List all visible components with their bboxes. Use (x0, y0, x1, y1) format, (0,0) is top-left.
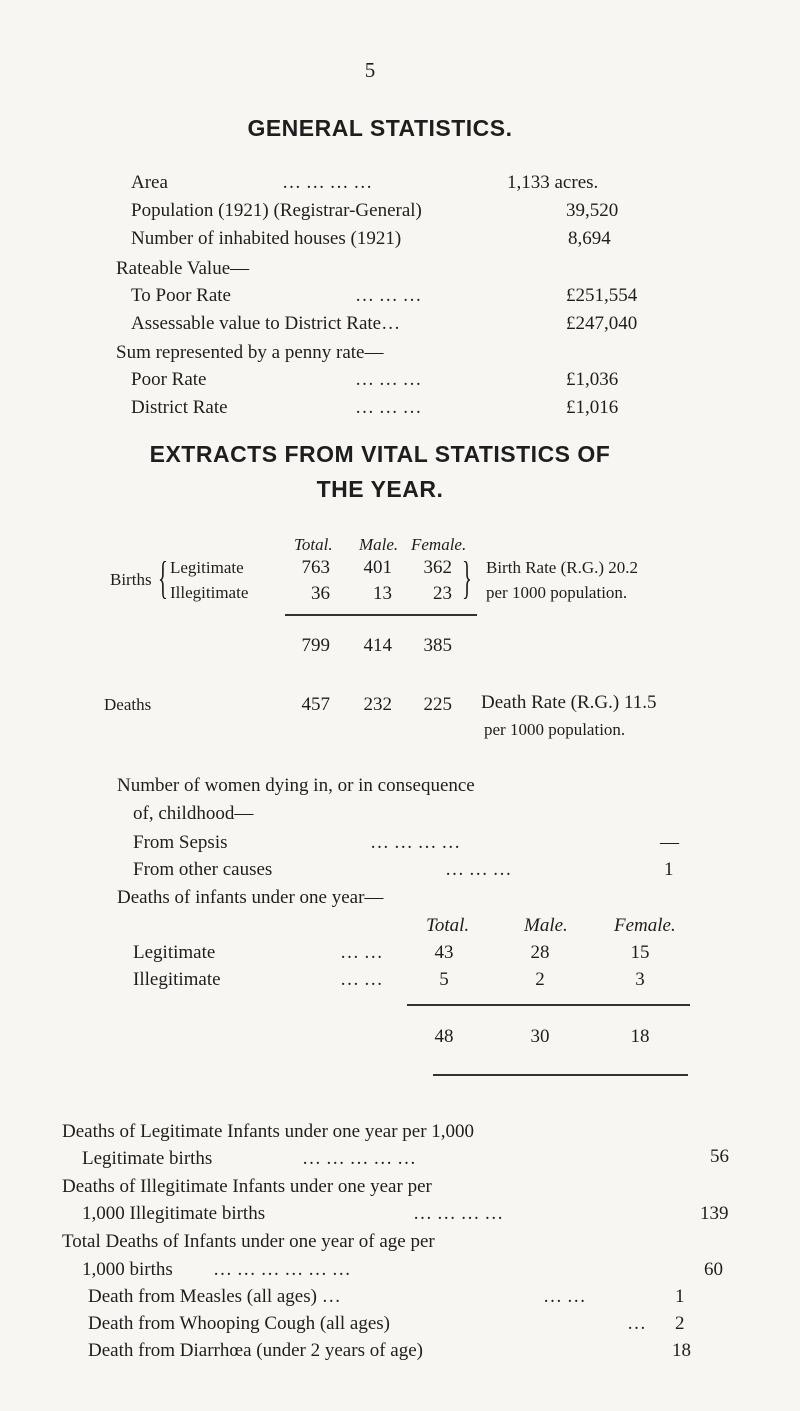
vital-statistics-heading-line2: THE YEAR. (316, 476, 444, 502)
death-rate-line2: per 1000 population. (484, 720, 626, 739)
measles-label: Death from Measles (all ages) … (88, 1286, 341, 1307)
infants-row-female: 3 (635, 969, 645, 990)
col-male-header: Male. (359, 535, 399, 554)
deaths-label: Deaths (104, 695, 152, 714)
infants-row-label: Illegitimate (133, 969, 221, 990)
diarrhoea-label: Death from Diarrhœa (under 2 years of age) (88, 1340, 423, 1361)
houses-value: 8,694 (568, 228, 611, 249)
general-statistics-heading: GENERAL STATISTICS. (247, 115, 513, 141)
legit-total: 763 (301, 557, 330, 578)
total-rate-line1: Total Deaths of Infants under one year of age per (62, 1231, 435, 1252)
infants-sum-male: 30 (530, 1026, 550, 1047)
legit-male: 401 (363, 557, 392, 578)
district-label: Assessable value to District Rate… (131, 313, 401, 334)
penny-rate-label: Sum represented by a penny rate— (116, 342, 384, 363)
births-sum-female: 385 (423, 635, 452, 656)
area-value: 1,133 acres. (507, 172, 599, 193)
district-value: £247,040 (566, 313, 638, 334)
sepsis-dots: … … … … (370, 832, 461, 853)
population-label: Population (1921) (Registrar-General) (131, 200, 422, 221)
birth-rate-line2: per 1000 population. (486, 583, 628, 602)
illegit-total: 36 (311, 583, 330, 604)
deaths-female: 225 (423, 694, 452, 715)
birth-rate-line1: Birth Rate (R.G.) 20.2 (486, 558, 639, 577)
infants-sum-rule (407, 1004, 690, 1006)
death-rate-line1: Death Rate (R.G.) 11.5 (481, 692, 657, 713)
other-causes-label: From other causes (133, 859, 273, 880)
col-total-header: Total. (294, 535, 333, 554)
col-female-header: Female. (411, 535, 467, 554)
penny-poor-label: Poor Rate (131, 369, 207, 390)
illegit-rate-line2: 1,000 Illegitimate births (82, 1203, 266, 1224)
penny-district-dots: … … … (355, 397, 422, 418)
population-value: 39,520 (566, 200, 619, 221)
illegit-rate-value: 139 (700, 1203, 729, 1224)
page-number: 5 (364, 58, 376, 82)
births-label: Births (110, 570, 152, 589)
legit-rate-value: 56 (710, 1146, 729, 1167)
poor-rate-dots: … … … (355, 285, 422, 306)
penny-district-label: District Rate (131, 397, 228, 418)
legit-female: 362 (423, 557, 452, 578)
deaths-male: 232 (363, 694, 392, 715)
measles-value: 1 (675, 1286, 685, 1307)
infants-row-male: 2 (535, 969, 545, 990)
legit-rate-dots: … … … … … (302, 1148, 416, 1169)
births-sum-rule (285, 614, 477, 616)
legit-label: Legitimate (170, 558, 244, 577)
infants-row-total: 5 (439, 969, 449, 990)
births-sum-total: 799 (301, 635, 330, 656)
diarrhoea-value: 18 (672, 1340, 691, 1361)
births-brace-icon: { (158, 552, 168, 603)
legit-rate-line1: Deaths of Legitimate Infants under one year per 1,000 (62, 1121, 475, 1142)
measles-dots: … … (543, 1286, 586, 1307)
births-sum-male: 414 (363, 635, 392, 656)
infants-col-female: Female. (614, 915, 676, 936)
other-causes-value: 1 (664, 859, 674, 880)
area-dots: … … … … (282, 172, 373, 193)
houses-label: Number of inhabited houses (1921) (131, 228, 402, 249)
sepsis-label: From Sepsis (133, 832, 228, 853)
other-causes-dots: … … … (445, 859, 512, 880)
poor-rate-label: To Poor Rate (131, 285, 231, 306)
penny-poor-value: £1,036 (566, 369, 619, 390)
childbirth-line2: of, childhood— (133, 803, 254, 824)
illegit-label: Illegitimate (170, 583, 249, 602)
legit-rate-line2: Legitimate births (82, 1148, 213, 1169)
penny-poor-dots: … … … (355, 369, 422, 390)
whooping-label: Death from Whooping Cough (all ages) (88, 1313, 390, 1334)
infants-row-female: 15 (630, 942, 650, 963)
total-rate-value: 60 (704, 1259, 723, 1280)
infants-row-dots: … … (340, 942, 383, 963)
infants-col-male: Male. (524, 915, 568, 936)
infants-row-dots: … … (340, 969, 383, 990)
total-rate-line2: 1,000 births (82, 1259, 173, 1280)
area-label: Area (131, 172, 168, 193)
infants-sum-female: 18 (630, 1026, 650, 1047)
infants-row-total: 43 (434, 942, 454, 963)
whooping-dots: … (627, 1313, 646, 1334)
whooping-value: 2 (675, 1313, 685, 1334)
birth-rate-brace-icon: } (462, 552, 472, 603)
vital-statistics-heading-line1: EXTRACTS FROM VITAL STATISTICS OF (149, 441, 611, 467)
illegit-rate-line1: Deaths of Illegitimate Infants under one year per (62, 1176, 432, 1197)
sepsis-value: — (660, 832, 679, 853)
penny-district-value: £1,016 (566, 397, 619, 418)
infants-row-male: 28 (530, 942, 550, 963)
infants-sum-total: 48 (434, 1026, 454, 1047)
illegit-rate-dots: … … … … (413, 1203, 504, 1224)
deaths-total: 457 (301, 694, 330, 715)
poor-rate-value: £251,554 (566, 285, 638, 306)
rateable-label: Rateable Value— (116, 258, 250, 279)
illegit-female: 23 (433, 583, 452, 604)
infants-col-total: Total. (426, 915, 470, 936)
infants-row-label: Legitimate (133, 942, 216, 963)
childbirth-line1: Number of women dying in, or in consequence (117, 775, 475, 796)
total-rate-dots: … … … … … … (213, 1259, 351, 1280)
illegit-male: 13 (373, 583, 392, 604)
infants-label: Deaths of infants under one year— (117, 887, 384, 908)
infants-bottom-rule (433, 1074, 688, 1076)
